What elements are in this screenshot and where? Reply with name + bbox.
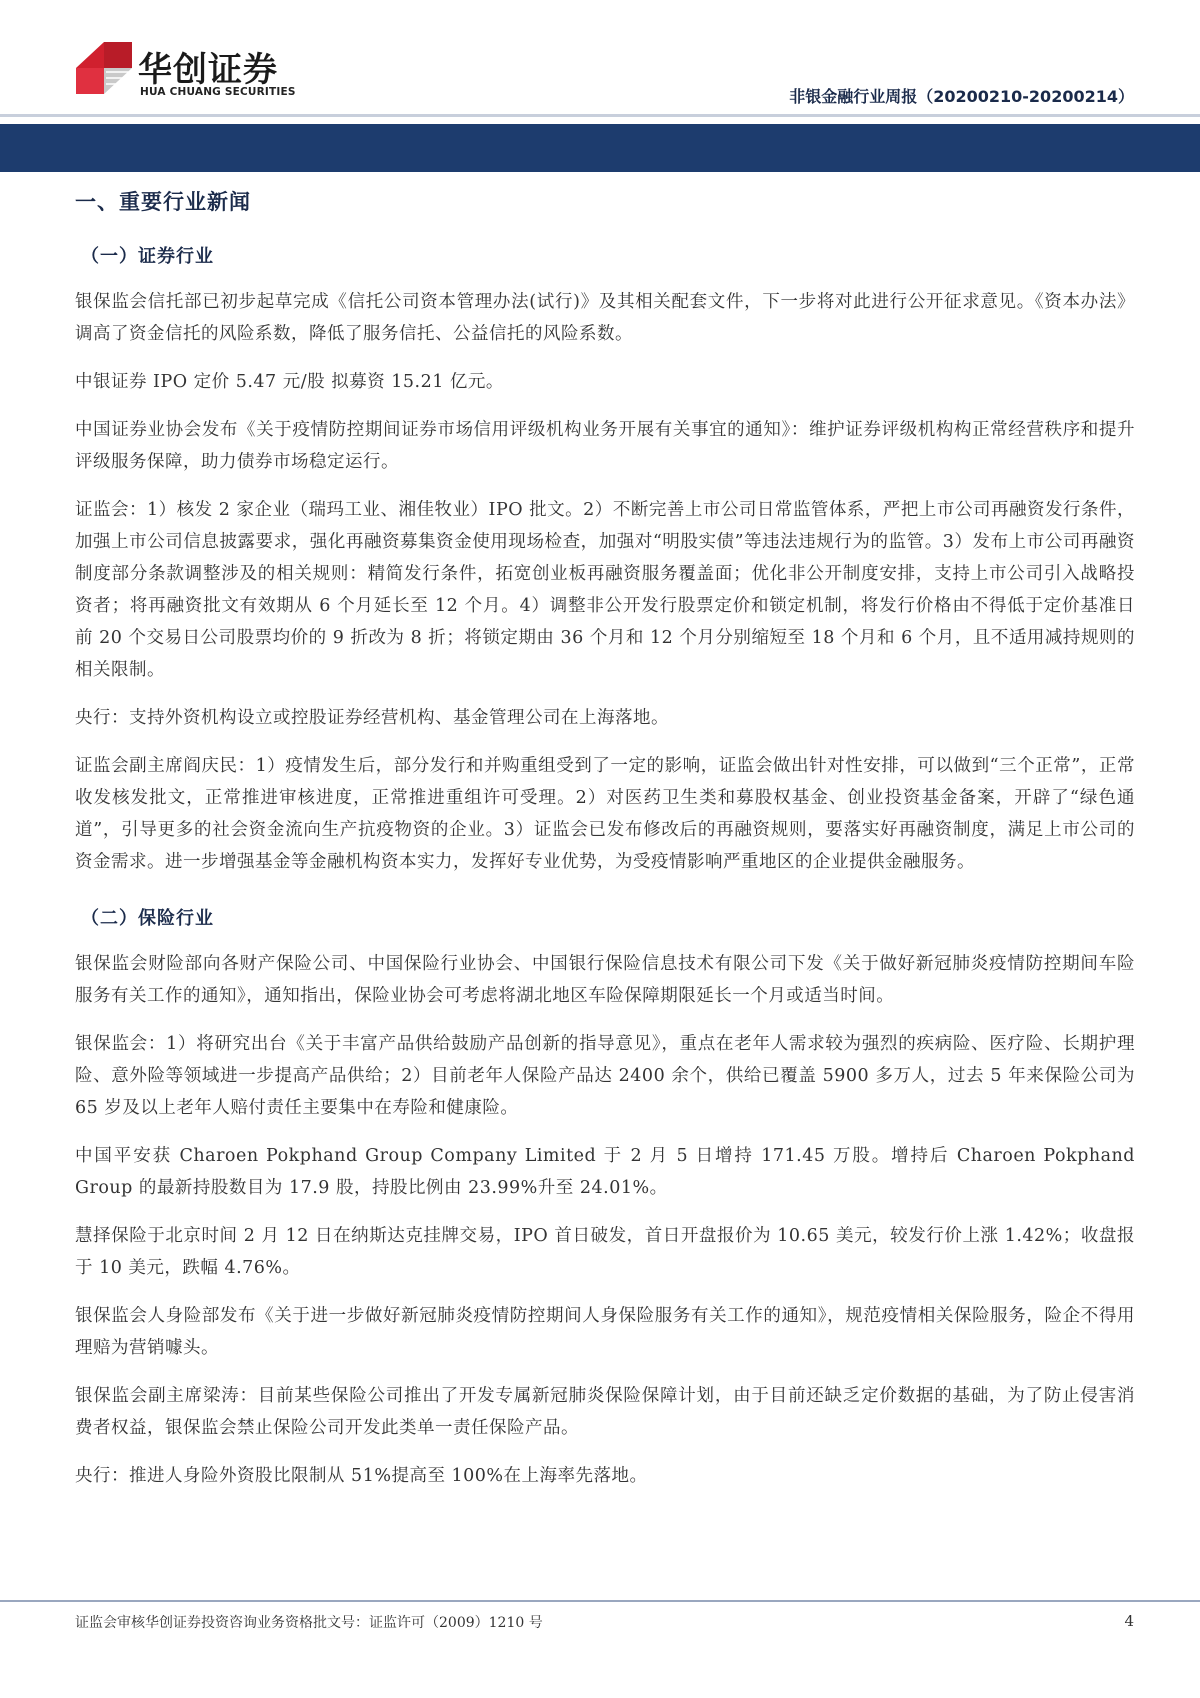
- news-paragraph: 银保监会：1）将研究出台《关于丰富产品供给鼓励产品创新的指导意见》，重点在老年人需求较为强烈的疾病险、医疗险、长期护理险、意外险等领域进一步提高产品供给；2）目前老年人保险产品达 2400 余个，供给已覆盖 5900 多万人，过去 5 年来保险公司为 65 岁及以上老年人赔付责任主要集中在寿险和健康险。: [75, 1034, 1135, 1118]
- header-divider: [0, 114, 1200, 117]
- footer-divider: [0, 1600, 1200, 1602]
- report-title: 非银金融行业周报（20200210-20200214）: [789, 87, 1134, 106]
- news-paragraph: 央行：推进人身险外资股比限制从 51%提高至 100%在上海率先落地。: [75, 1466, 648, 1486]
- news-paragraph: 证监会：1）核发 2 家企业（瑞玛工业、湘佳牧业）IPO 批文。2）不断完善上市公司日常监管体系，严把上市公司再融资发行条件，加强上市公司信息披露要求，强化再融资募集资金使用现场检查，加强对“明股实债”等违法违规行为的监管。3）发布上市公司再融资制度部分条款调整涉及的相关规则：精简发行条件，拓宽创业板再融资服务覆盖面；优化非公开制度安排，支持上市公司引入战略投资者；将再融资批文有效期从 6 个月延长至 12 个月。4）调整非公开发行股票定价和锁定机制，将发行价格由不得低于定价基准日前 20 个交易日公司股票均价的 9 折改为 8 折；将锁定期由 36 个月和 12 个月分别缩短至 18 个月和 6 个月，且不适用减持规则的相关限制。: [75, 500, 1135, 680]
- footer-license: 证监会审核华创证券投资咨询业务资格批文号：证监许可（2009）1210 号: [75, 1615, 543, 1631]
- section-title: 一、重要行业新闻: [75, 190, 251, 214]
- news-paragraph: 银保监会信托部已初步起草完成《信托公司资本管理办法(试行)》及其相关配套文件，下一步将对此进行公开征求意见。《资本办法》调高了资金信托的风险系数，降低了服务信托、公益信托的风险系数。: [75, 292, 1135, 344]
- news-paragraph: 央行：支持外资机构设立或控股证券经营机构、基金管理公司在上海落地。: [75, 708, 669, 728]
- news-paragraph: 银保监会财险部向各财产保险公司、中国保险行业协会、中国银行保险信息技术有限公司下发《关于做好新冠肺炎疫情防控期间车险服务有关工作的通知》，通知指出，保险业协会可考虑将湖北地区车险保障期限延长一个月或适当时间。: [75, 954, 1135, 1006]
- company-logo: [76, 42, 296, 102]
- subsection-title-securities: （一）证券行业: [81, 246, 214, 267]
- logo-text-en: HUA CHUANG SECURITIES: [140, 86, 296, 98]
- news-paragraph: 银保监会副主席梁涛：目前某些保险公司推出了开发专属新冠肺炎保险保障计划，由于目前还缺乏定价数据的基础，为了防止侵害消费者权益，银保监会禁止保险公司开发此类单一责任保险产品。: [75, 1386, 1135, 1438]
- news-paragraph: 中国平安获 Charoen Pokphand Group Company Limited 于 2 月 5 日增持 171.45 万股。增持后 Charoen Pokphand Group 的最新持股数目为 17.9 股，持股比例由 23.99%升至 24.01%。: [75, 1146, 1135, 1198]
- logo-text-cn: 华创证券: [138, 50, 278, 90]
- logo-emblem-icon: [76, 42, 132, 94]
- news-paragraph: 慧择保险于北京时间 2 月 12 日在纳斯达克挂牌交易，IPO 首日破发，首日开盘报价为 10.65 美元，较发行价上涨 1.42%；收盘报于 10 美元，跌幅 4.76%。: [75, 1226, 1135, 1278]
- subsection-title-insurance: （二）保险行业: [81, 908, 214, 929]
- header-band: [0, 124, 1200, 172]
- news-paragraph: 证监会副主席阎庆民：1）疫情发生后，部分发行和并购重组受到了一定的影响，证监会做出针对性安排，可以做到“三个正常”，正常收发核发批文，正常推进审核进度，正常推进重组许可受理。2）对医药卫生类和募股权基金、创业投资基金备案，开辟了“绿色通道”，引导更多的社会资金流向生产抗疫物资的企业。3）证监会已发布修改后的再融资规则，要落实好再融资制度，满足上市公司的资金需求。进一步增强基金等金融机构资本实力，发挥好专业优势，为受疫情影响严重地区的企业提供金融服务。: [75, 756, 1135, 872]
- news-paragraph: 银保监会人身险部发布《关于进一步做好新冠肺炎疫情防控期间人身保险服务有关工作的通知》，规范疫情相关保险服务，险企不得用理赔为营销噱头。: [75, 1306, 1135, 1358]
- news-paragraph: 中银证券 IPO 定价 5.47 元/股 拟募资 15.21 亿元。: [75, 372, 504, 392]
- page-number: 4: [1124, 1612, 1134, 1630]
- page-header: [0, 0, 1200, 120]
- main-content: [75, 186, 1135, 1508]
- news-paragraph: 中国证券业协会发布《关于疫情防控期间证券市场信用评级机构业务开展有关事宜的通知》：维护证券评级机构构正常经营秩序和提升评级服务保障，助力债券市场稳定运行。: [75, 420, 1135, 472]
